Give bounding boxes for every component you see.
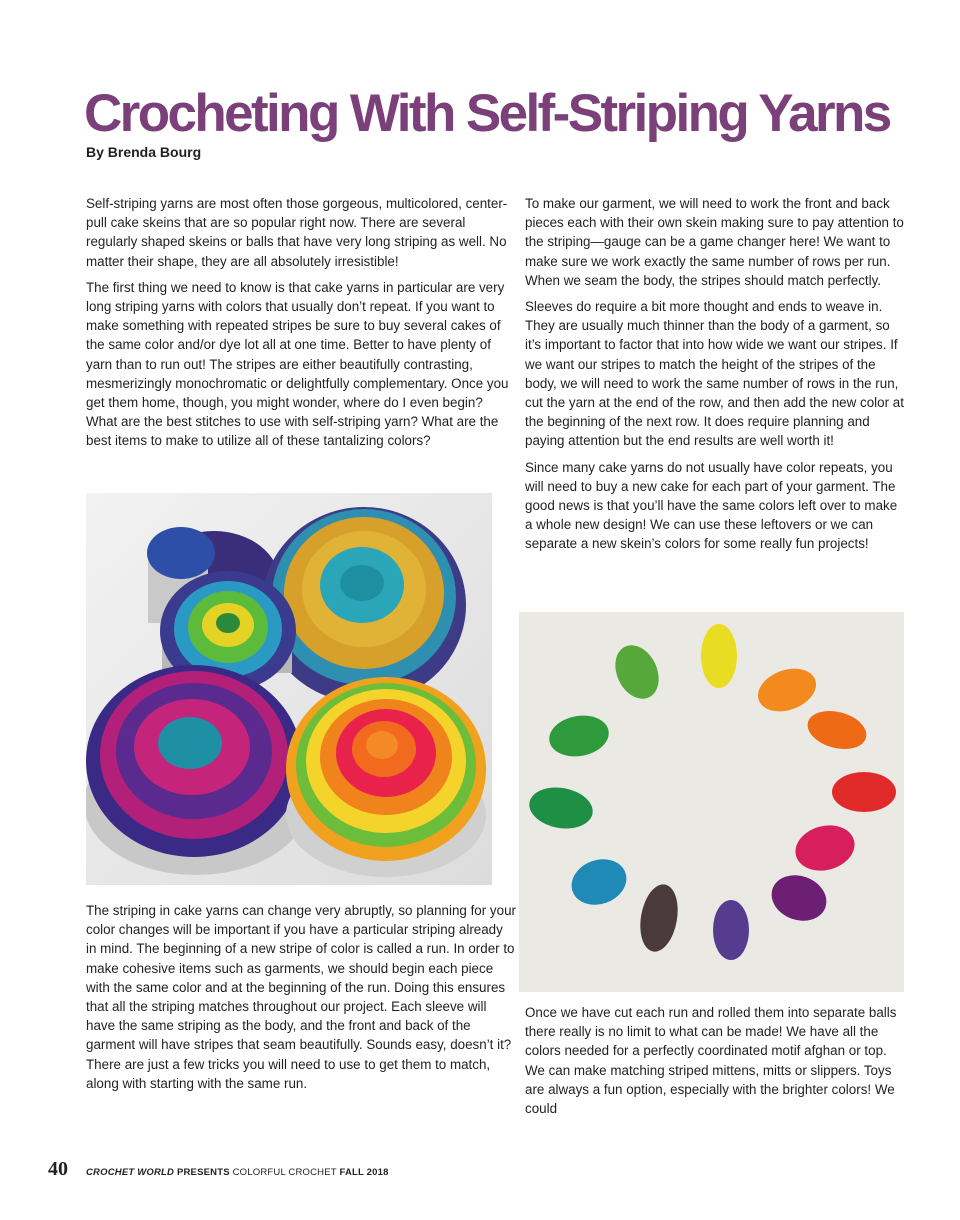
footer-publication-name: COLORFUL CROCHET <box>232 1167 337 1178</box>
right-column-bottom <box>525 1003 905 1125</box>
yarn-balls-illustration <box>519 612 904 992</box>
left-column-top <box>86 194 516 458</box>
paragraph: To make our garment, we will need to work the front and back pieces each with their own skein making sure to pay attention to the striping—gauge can be a game changer here! We want to make sure we work exactly the same number of rows per run. When we seam the body, the stripes should match perfectly. <box>525 196 904 288</box>
page-footer <box>48 1158 389 1188</box>
paragraph: The first thing we need to know is that cake yarns in particular are very long striping yarns with colors that usually don’t repeat. If you want to make something with repeated stripes be sure to buy several cakes of the same color and/or dye lot all at one time. Better to have plenty of yarn than to run out! The stripes are either beautifully contrasting, mesmerizingly monochromatic or delightfully complementary. Once you get them home, though, you might wonder, where do I even begin? What are the best stitches to use with self-striping yarn? What are the best items to make to utilize all of these tantalizing colors? <box>86 279 509 449</box>
yarn-ball-purple <box>713 900 749 960</box>
yarn-ball-yellow <box>701 624 737 688</box>
yarn-cake-gold <box>262 507 466 703</box>
yarn-cake-orange <box>286 677 486 877</box>
paragraph: The striping in cake yarns can change very abruptly, so planning for your color changes will be important if you have a particular striping already in mind. The beginning of a new stripe of color is called a run. In order to make cohesive items such as garments, we should begin each piece with the same color and at the beginning of the run. Doing this ensures that all the striping matches throughout our project. Each sleeve will have the same striping as the body, and the front and back of the garment will have stripes that seam beautifully. Sounds easy, doesn’t it? There are just a few tricks you will need to use to get them to match, along with starting with the same run. <box>86 903 516 1091</box>
yarn-balls-photo <box>519 612 904 992</box>
left-column-bottom <box>86 901 516 1100</box>
right-column-top <box>525 194 905 561</box>
footer-brand: CROCHET WORLD <box>86 1167 175 1178</box>
yarn-cakes-illustration <box>86 493 492 885</box>
page-number: 40 <box>48 1158 68 1180</box>
paragraph: Self-striping yarns are most often those gorgeous, multicolored, center-pull cake skeins that are so popular right now. There are several regularly shaped skeins or balls that have very long striping as well. No matter their shape, they are all absolutely irresistible! <box>86 196 508 269</box>
footer-publication <box>86 1167 389 1178</box>
paragraph: Since many cake yarns do not usually have color repeats, you will need to buy a new cake for each part of your garment. The good news is that you’ll have the same colors left over to make a whole new design! We can use these leftovers or we can separate a new skein’s colors for some really fun projects! <box>525 459 898 552</box>
footer-issue: FALL 2018 <box>339 1167 389 1178</box>
paragraph: Once we have cut each run and rolled them into separate balls there really is no limit to what can be made! We have all the colors needed for a perfectly coordinated motif afghan or top. We can make matching striped mittens, mitts or slippers. Toys are always a fun option, especially with the brighter colors! We could <box>525 1005 897 1117</box>
footer-presents: PRESENTS <box>176 1167 230 1178</box>
yarn-cakes-photo <box>86 493 492 885</box>
article-byline: By Brenda Bourg <box>86 144 202 160</box>
paragraph: Sleeves do require a bit more thought and ends to weave in. They are usually much thinner than the body of a garment, so it’s important to factor that into how wide we want our stripes. If we want our stripes to match the height of the stripes of the body, we will need to work the same number of rows in the run, cut the yarn at the end of the row, and then add the new color at the beginning of the next row. It does require planning and paying attention but the end results are well worth it! <box>525 299 904 449</box>
article-title: Crocheting With Self-Striping Yarns <box>84 84 890 143</box>
yarn-ball-red <box>832 772 896 812</box>
